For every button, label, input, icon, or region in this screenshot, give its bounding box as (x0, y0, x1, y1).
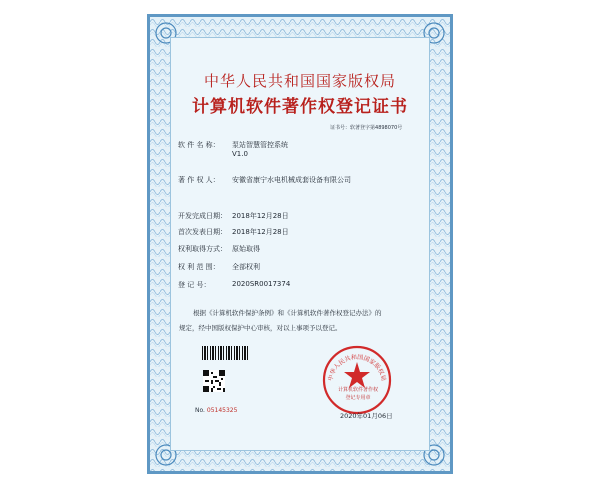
registration-number-label: 证书号： (330, 125, 351, 131)
acquisition-method-value: 原始取得 (232, 245, 260, 253)
first-publication-date-value: 2018年12月28日 (232, 228, 289, 236)
barcode-image (202, 346, 250, 360)
seal-ring-text: 中华人民共和国国家版权局 (327, 353, 387, 382)
completion-date-value: 2018年12月28日 (232, 212, 289, 220)
seal-text-line-1: 计算机软件著作权 (337, 387, 378, 393)
serial-value: 05145325 (206, 407, 238, 414)
registration-number (330, 124, 402, 131)
serial-prefix: No. (195, 407, 205, 414)
registration-code-label: 登 记 号： (178, 281, 211, 289)
issue-date: 2020年01月06日 (340, 412, 393, 420)
issuer-title: 中华人民共和国国家版权局 (203, 72, 396, 90)
software-name-value: 泵站智慧管控系统 (232, 141, 288, 149)
rights-scope-label: 权 利 范 围： (178, 263, 220, 271)
seal-text-line-2: 登记专用章 (345, 395, 371, 401)
rights-scope-value: 全部权利 (232, 263, 260, 271)
first-publication-date-label: 首次发表日期： (178, 228, 227, 236)
copyright-owner-label: 著 作 权 人： (178, 176, 220, 184)
official-seal (321, 344, 393, 416)
serial-number (195, 407, 237, 414)
copyright-owner-value: 安徽省康宁水电机械成套设备有限公司 (232, 176, 351, 184)
statement-line-1: 根据《计算机软件保护条例》和《计算机软件著作权登记办法》的 (193, 309, 382, 317)
acquisition-method-label: 权利取得方式： (178, 245, 227, 253)
statement-line-2: 规定，经中国版权保护中心审核，对以上事项予以登记。 (179, 324, 342, 332)
registration-code-value: 2020SR0017374 (232, 280, 291, 288)
certificate-title: 计算机软件著作权登记证书 (192, 97, 408, 117)
software-version-value: V1.0 (232, 150, 248, 158)
software-name-label: 软 件 名 称： (178, 141, 220, 149)
registration-number-value: 软著登字第4898070号 (350, 125, 403, 131)
completion-date-label: 开发完成日期： (178, 212, 227, 220)
qr-code-image (203, 370, 225, 392)
